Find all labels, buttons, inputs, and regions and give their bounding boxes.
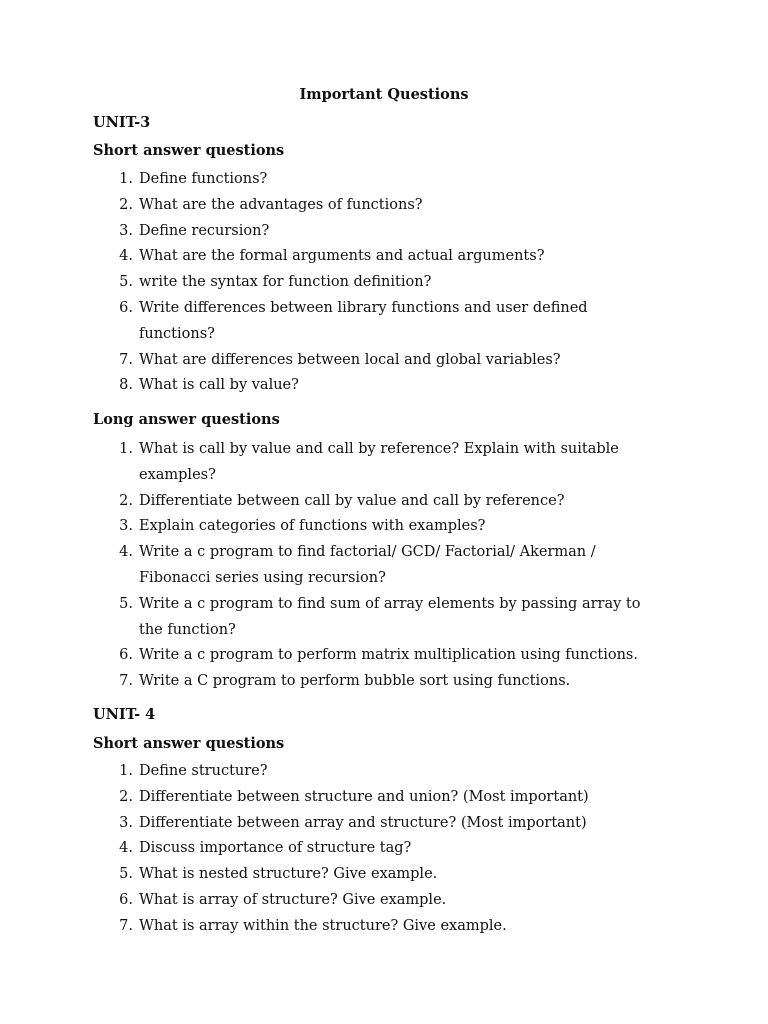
item-text: Define structure? <box>139 763 268 779</box>
item-number: 2. <box>119 788 133 805</box>
item-text: What is array of structure? Give example. <box>139 891 447 908</box>
item-text: Differentiate between array and structure? (Most important) <box>139 814 587 831</box>
item-number: 4. <box>119 840 133 857</box>
item-number: 5. <box>119 595 133 612</box>
item-number: 5. <box>119 866 133 883</box>
list-item <box>93 244 693 270</box>
list-item <box>93 785 693 811</box>
list-item <box>93 167 693 193</box>
item-text: What is call by value? <box>139 377 299 394</box>
item-number: 2. <box>119 492 133 509</box>
item-text: Write a c program to find sum of array elements by passing array to the function? <box>139 595 641 638</box>
unit3-long-heading: Long answer questions <box>93 411 280 428</box>
item-text: What is nested structure? Give example. <box>139 866 438 883</box>
item-text: What is call by value and call by reference? Explain with suitable examples? <box>139 441 619 483</box>
unit3-short-heading: Short answer questions <box>93 142 285 159</box>
list-item <box>93 348 693 374</box>
list-item <box>93 514 693 540</box>
list-item <box>93 914 693 940</box>
list-item <box>93 888 693 914</box>
item-number: 3. <box>119 814 133 831</box>
unit3-heading: UNIT-3 <box>93 114 151 131</box>
item-number: 7. <box>119 673 133 690</box>
item-number: 2. <box>119 196 133 213</box>
item-text: Define recursion? <box>139 222 270 239</box>
list-item <box>93 759 693 785</box>
list-item <box>93 836 693 862</box>
list-item <box>93 669 693 695</box>
list-item <box>93 862 693 888</box>
item-text: Write differences between library functions and user defined functions? <box>139 299 588 342</box>
item-text: Explain categories of functions with examples? <box>139 518 486 535</box>
item-text: Differentiate between call by value and call by reference? <box>139 492 565 509</box>
list-item <box>93 489 693 515</box>
list-item <box>93 643 693 669</box>
item-text: What are differences between local and global variables? <box>139 351 561 368</box>
item-number: 1. <box>119 441 133 457</box>
list-item <box>93 270 693 296</box>
list-item <box>93 437 693 489</box>
page-title: Important Questions <box>299 86 469 103</box>
item-text: What is array within the structure? Give example. <box>139 917 507 934</box>
item-text: What are the formal arguments and actual arguments? <box>139 248 545 265</box>
item-number: 5. <box>119 274 133 291</box>
unit4-heading: UNIT- 4 <box>93 706 156 723</box>
item-text: Write a c program to perform matrix multiplication using functions. <box>139 647 638 664</box>
item-text: Write a C program to perform bubble sort using functions. <box>139 673 571 690</box>
item-text: Discuss importance of structure tag? <box>139 840 412 857</box>
item-number: 8. <box>119 377 133 394</box>
list-item <box>93 592 693 644</box>
unit4-short-list <box>93 759 693 940</box>
unit3-long-list <box>93 437 693 695</box>
unit4-short-heading: Short answer questions <box>93 735 285 752</box>
item-number: 4. <box>119 544 133 561</box>
item-number: 6. <box>119 299 133 316</box>
item-number: 3. <box>119 222 133 239</box>
list-item <box>93 373 693 399</box>
item-number: 3. <box>119 518 133 535</box>
item-number: 4. <box>119 248 133 265</box>
item-number: 6. <box>119 647 133 664</box>
unit3-short-list <box>93 167 693 399</box>
item-number: 1. <box>119 171 133 187</box>
list-item <box>93 219 693 245</box>
item-number: 1. <box>119 763 133 779</box>
item-text: write the syntax for function definition? <box>139 274 432 291</box>
list-item <box>93 193 693 219</box>
item-number: 6. <box>119 891 133 908</box>
item-text: What are the advantages of functions? <box>139 196 423 213</box>
list-item <box>93 540 693 592</box>
item-number: 7. <box>119 351 133 368</box>
item-number: 7. <box>119 917 133 934</box>
list-item <box>93 811 693 837</box>
list-item <box>93 296 693 348</box>
item-text: Define functions? <box>139 171 268 187</box>
item-text: Write a c program to find factorial/ GCD/ Factorial/ Akerman / Fibonacci series using recursion? <box>139 544 596 586</box>
item-text: Differentiate between structure and union? (Most important) <box>139 788 589 805</box>
